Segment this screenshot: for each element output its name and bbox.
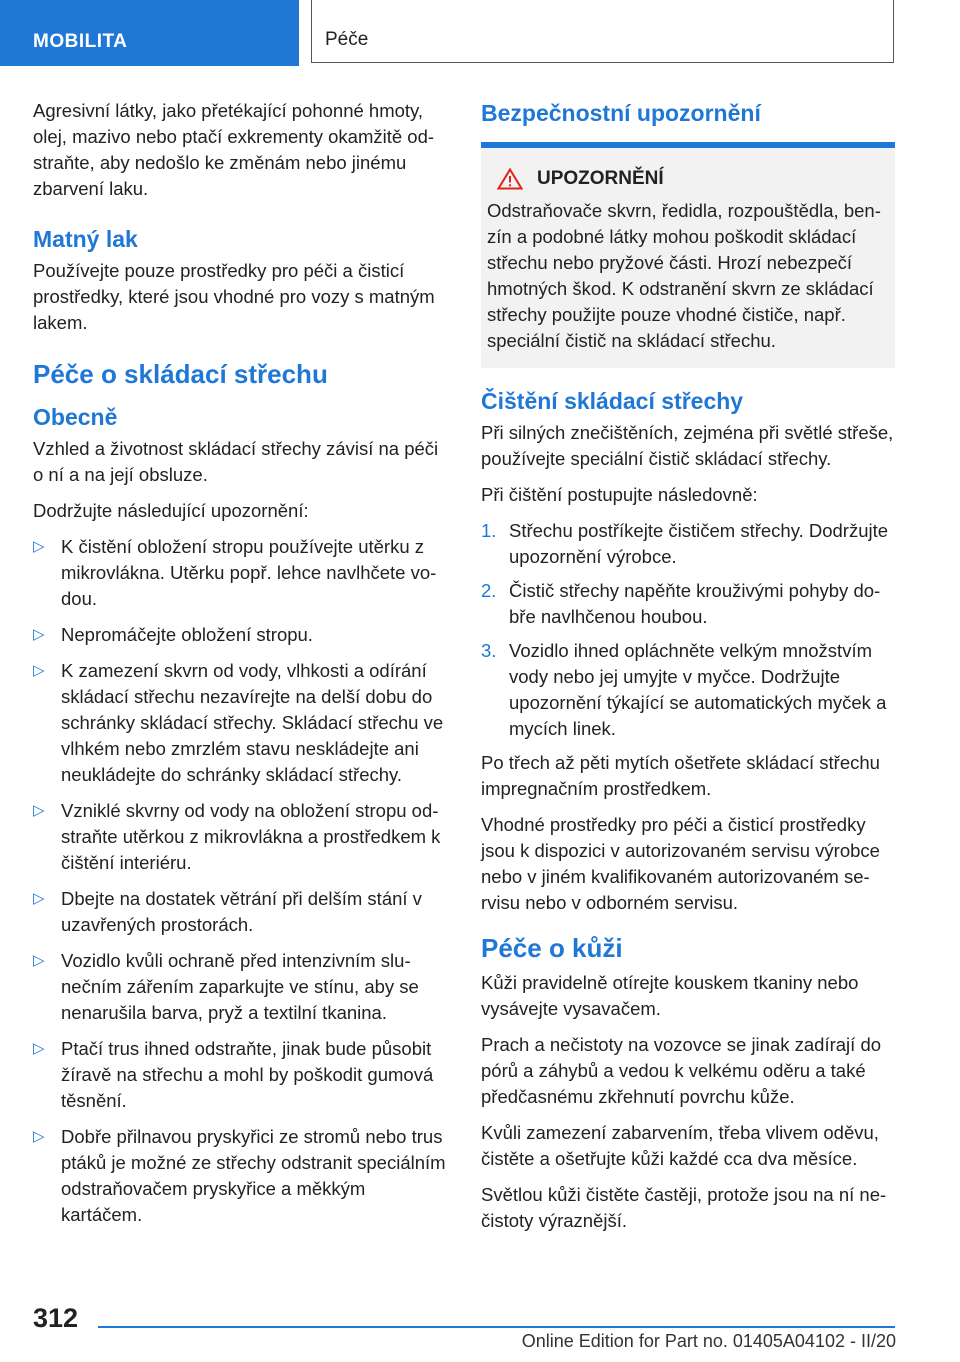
- intro-paragraph: Agresivní látky, jako přetékající pohonné hmoty, olej, mazivo nebo ptačí exkrementy okamžitě odstraňte, aby nedošlo ke změnám nebo jinému zbarvení laku.: [33, 100, 435, 199]
- list-item: ▷ Nepromáčejte obložení stropu.: [33, 622, 448, 648]
- list-item: 3. Vozidlo ihned opláchněte velkým množstvím vody nebo jej umyjte v myčce. Dodržujte upozornění týkající se automatických myček a mycích linek.: [481, 640, 887, 739]
- triangle-bullet-icon: ▷: [33, 890, 45, 907]
- page-number: 312: [33, 1303, 79, 1333]
- warning-box: [481, 148, 895, 368]
- section-tab: [0, 0, 299, 66]
- list-item: ▷ Dbejte na dostatek větrání při delším stání v uzavřených prostorách.: [33, 888, 422, 935]
- list-item: ▷ Vzniklé skvrny od vody na obložení stropu odstraňte utěrkou z mikrovlákna a prostředkem k čištění interiéru.: [33, 800, 441, 873]
- triangle-bullet-icon: ▷: [33, 538, 45, 555]
- roof-cleaning-text: Při silných znečištěních, zejména při světlé střeše, používejte speciální čistič skládací střechy.: [481, 422, 894, 469]
- list-item: ▷ K zamezení skvrn od vody, vlhkosti a odírání skládací střechu nezavírejte na delší dobu do schránky skládací střechy. Skládací střechu ve vlhkém nebo zmrzlém stavu neskládejte ani neukládejte do schránky skládací střechy.: [33, 660, 444, 785]
- leather-text-1: Kůži pravidelně otírejte kouskem tkaniny nebo vysávejte vysavačem.: [481, 972, 859, 1019]
- roof-care-heading: Péče o skládací střechu: [33, 359, 328, 389]
- triangle-bullet-icon: ▷: [33, 1128, 45, 1145]
- list-item: 1. Střechu postříkejte čističem střechy. Dodržujte upozornění výrobce.: [481, 520, 889, 567]
- triangle-bullet-icon: ▷: [33, 802, 45, 819]
- care-bullet-list: [33, 534, 448, 1228]
- warning-triangle-icon: [497, 168, 523, 190]
- list-item: ▷ K čistění obložení stropu používejte utěrku z mikrovlákna. Utěrku popř. lehce navlhčete vodou.: [33, 536, 437, 609]
- follow-text: Dodržujte následující upozornění:: [33, 500, 309, 521]
- roof-cleaning-heading: Čištění skládací střechy: [481, 388, 744, 414]
- step-number: 3.: [481, 640, 497, 661]
- triangle-bullet-icon: ▷: [33, 952, 45, 969]
- safety-heading: Bezpečnostní upozornění: [481, 100, 761, 126]
- warning-header: [497, 168, 887, 190]
- left-column: [33, 98, 448, 1238]
- section-title: MOBILITA: [33, 31, 128, 52]
- leather-text-4: Světlou kůži čistěte častěji, protože jsou na ní nečistoty výraznější.: [481, 1184, 887, 1231]
- list-item: ▷ Dobře přilnavou pryskyřici ze stromů nebo trus ptáků je možné ze střechy odstranit speciálním odstraňovačem pryskyřice a měkkým kartáčem.: [33, 1126, 446, 1225]
- warning-label: UPOZORNĚNÍ: [537, 168, 664, 189]
- matt-paint-heading: Matný lak: [33, 226, 138, 252]
- procedure-text: Při čištění postupujte následovně:: [481, 484, 758, 505]
- step-number: 1.: [481, 520, 497, 541]
- list-item: ▷ Vozidlo kvůli ochraně před intenzivním slunečním zářením zaparkujte ve stínu, aby se nenarušila barva, pryž a textilní tkanina.: [33, 950, 419, 1023]
- triangle-bullet-icon: ▷: [33, 626, 45, 643]
- step-number: 2.: [481, 580, 497, 601]
- footer-divider: [98, 1326, 895, 1328]
- warning-text: Odstraňovače skvrn, ředidla, rozpouštědla, benzín a podobné látky mohou poškodit skládací střechu nebo pryžové části. Hrozí nebezpečí hmotných škod. K odstranění skvrn ze skládací střechy použijte pouze vhodné čističe, např. speciální čistič na skládací střechu.: [487, 200, 881, 351]
- leather-text-2: Prach a nečistoty na vozovce se jinak zadírají do pórů a záhybů a vedou k velkému oděru a také předčasnému zkřehnutí povrchu kůže.: [481, 1034, 882, 1107]
- available-products-text: Vhodné prostředky pro péči a čisticí prostředky jsou k dispozici v autorizovaném servisu výrobce nebo v jiném kvalifikovaném autorizovaném servisu nebo v odborném servisu.: [481, 814, 880, 913]
- leather-text-3: Kvůli zamezení zabarvením, třeba vlivem oděvu, čistěte a ošetřujte kůži každé cca dva měsíce.: [481, 1122, 879, 1169]
- right-column: [481, 98, 895, 1244]
- edition-text: Online Edition for Part no. 01405A04102 - II/20: [521, 1331, 896, 1351]
- chapter-title: Péče: [325, 29, 369, 50]
- matt-paint-text: Používejte pouze prostředky pro péči a čisticí prostředky, které jsou vhodné pro vozy s matným lakem.: [33, 260, 435, 333]
- leather-care-heading: Péče o kůži: [481, 933, 623, 963]
- list-item: 2. Čistič střechy napěňte krouživými pohyby dobře navlhčenou houbou.: [481, 580, 881, 627]
- triangle-bullet-icon: ▷: [33, 1040, 45, 1057]
- chapter-tab: [311, 0, 894, 63]
- triangle-bullet-icon: ▷: [33, 662, 45, 679]
- list-item: ▷ Ptačí trus ihned odstraňte, jinak bude působit žíravě na střechu a mohl by poškodit gumová těsnění.: [33, 1038, 434, 1111]
- after-wash-text: Po třech až pěti mytích ošetřete skládací střechu impregnačním prostředkem.: [481, 752, 880, 799]
- general-text: Vzhled a životnost skládací střechy závisí na péči o ní a na její obsluze.: [33, 438, 439, 485]
- cleaning-steps: [481, 518, 895, 742]
- general-heading: Obecně: [33, 404, 118, 430]
